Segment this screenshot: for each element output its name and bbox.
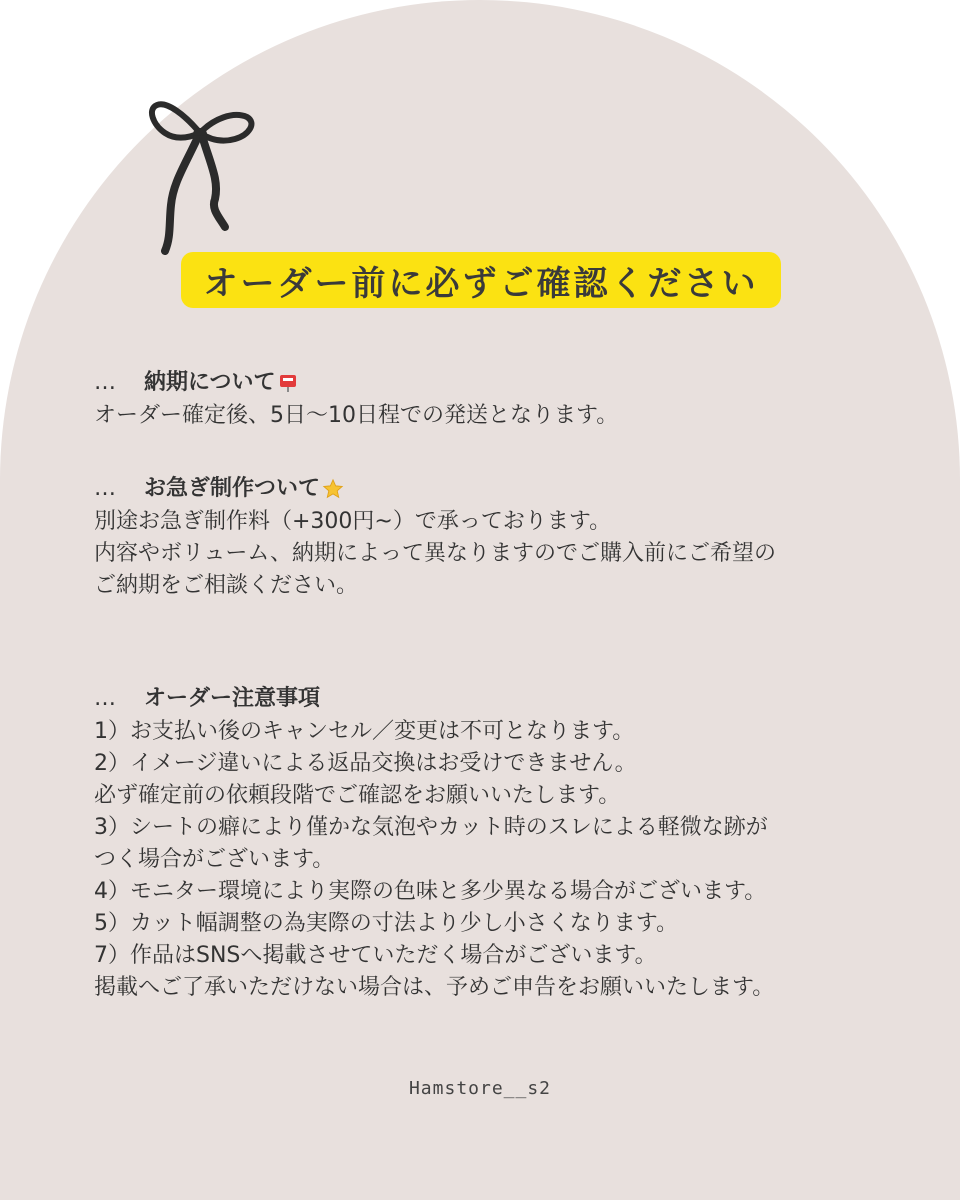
text-line: 5）カット幅調整の為実際の寸法より少し小さくなります。 [94, 911, 679, 936]
text-line: 内容やボリューム、納期によって異なりますのでご購入前にご希望の [94, 541, 777, 566]
text-line: 必ず確定前の依頼段階でご確認をお願いいたします。 [94, 783, 621, 808]
text-line: オーダー確定後、5日〜10日程での発送となります。 [94, 403, 619, 428]
section-rush-order [94, 472, 884, 602]
text-line: 掲載へご了承いただけない場合は、予めご申告をお願いいたします。 [94, 975, 775, 1000]
page-title: オーダー前に必ずご確認ください [203, 263, 759, 304]
content [94, 366, 884, 1004]
section-heading [94, 682, 884, 716]
heading-text: お急ぎ制作ついて [144, 476, 321, 501]
ribbon-bow-icon [145, 95, 260, 255]
section-heading [94, 366, 884, 400]
heading-text: 納期について [144, 370, 276, 395]
text-line: 別途お急ぎ制作料（+300円~）で承っております。 [94, 509, 612, 534]
section-heading [94, 472, 884, 506]
text-line: 4）モニター環境により実際の色味と多少異なる場合がございます。 [94, 879, 767, 904]
text-line: ご納期をご相談ください。 [94, 573, 359, 598]
bullet-ellipsis: … [94, 476, 116, 501]
title-banner [181, 252, 781, 308]
bullet-ellipsis: … [94, 370, 116, 395]
section-delivery [94, 366, 884, 432]
star-icon [322, 478, 344, 500]
text-line: 3）シートの癖により僅かな気泡やカット時のスレによる軽微な跡が [94, 815, 768, 840]
text-line: 1）お支払い後のキャンセル／変更は不可となります。 [94, 719, 635, 744]
bullet-ellipsis: … [94, 686, 116, 711]
text-line: 2）イメージ違いによる返品交換はお受けできません。 [94, 751, 637, 776]
shop-handle: Hamstore__s2 [408, 1078, 552, 1099]
section-order-notes [94, 682, 884, 1004]
text-line: つく場合がございます。 [94, 847, 335, 872]
postbox-icon [278, 373, 298, 393]
text-line: 7）作品はSNSへ掲載させていただく場合がございます。 [94, 943, 657, 968]
heading-text: オーダー注意事項 [144, 686, 321, 711]
